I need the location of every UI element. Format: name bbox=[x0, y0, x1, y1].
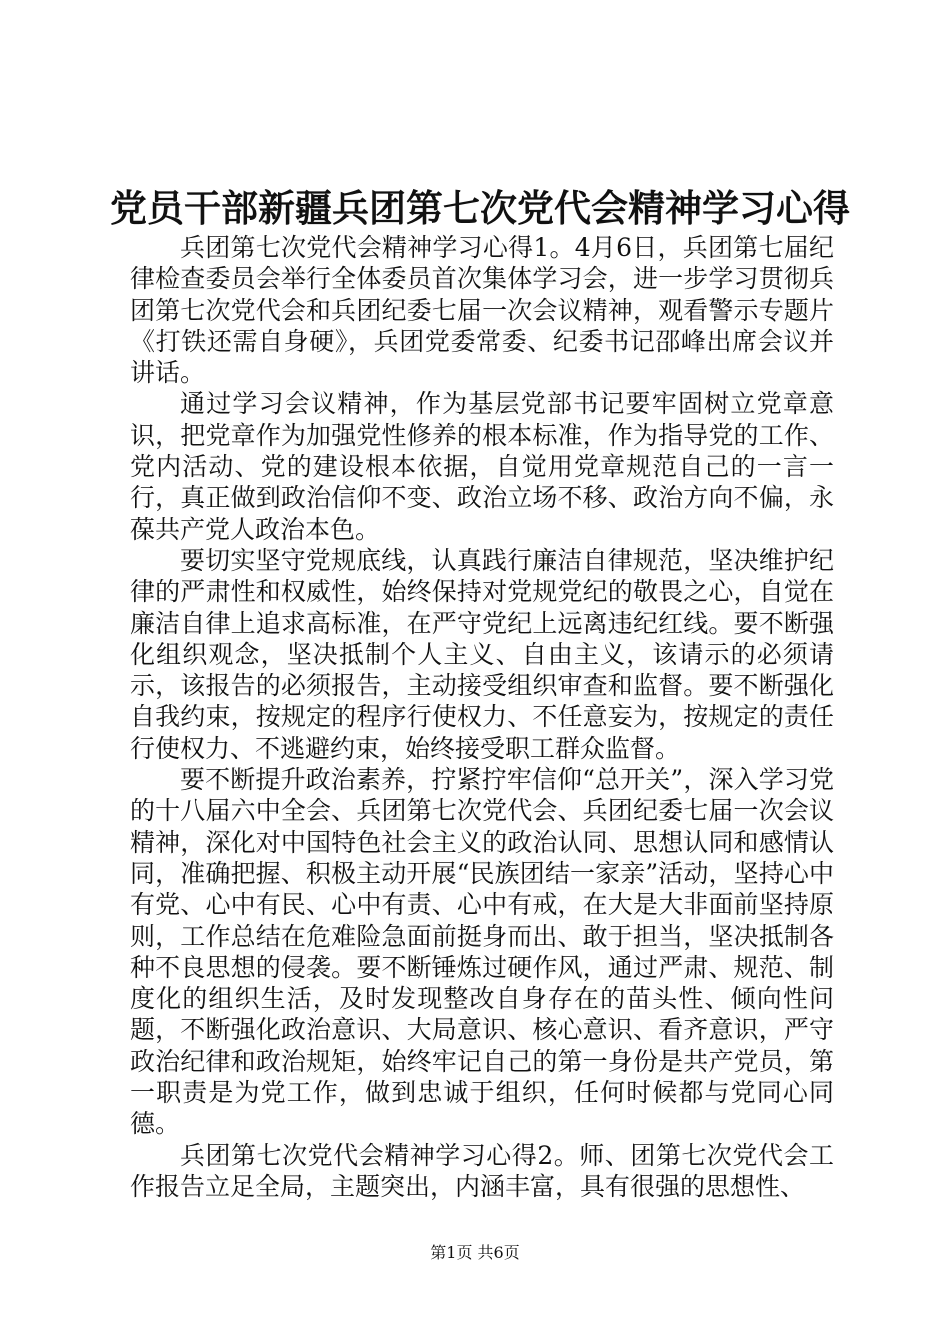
paragraph: 通过学习会议精神，作为基层党部书记要牢固树立党章意识，把党章作为加强党性修养的根本标准，作为指导党的工作、党内活动、党的建设根本依据，自觉用党章规范自己的一言一行，真正做到政治信仰不变、政治立场不移、政治方向不偏，永葆共产党人政治本色。 bbox=[130, 389, 834, 544]
page-number-footer: 第1页 共6页 bbox=[430, 1243, 520, 1262]
paragraph: 要切实坚守党规底线，认真践行廉洁自律规范，坚决维护纪律的严肃性和权威性，始终保持对党规党纪的敬畏之心，自觉在廉洁自律上追求高标准，在严守党纪上远离违纪红线。要不断强化组织观念，坚决抵制个人主义、自由主义，该请示的必须请示，该报告的必须报告，主动接受组织审查和监督。要不断强化自我约束，按规定的程序行使权力、不任意妄为，按规定的责任行使权力、不逃避约束，始终接受职工群众监督。 bbox=[130, 545, 834, 763]
document-body bbox=[130, 232, 834, 1202]
paragraph: 要不断提升政治素养，拧紧拧牢信仰“总开关”，深入学习党的十八届六中全会、兵团第七次党代会、兵团纪委七届一次会议精神，深化对中国特色社会主义的政治认同、思想认同和感情认同，准确把握、积极主动开展“民族团结一家亲”活动，坚持心中有党、心中有民、心中有责、心中有戒，在大是大非面前坚持原则，工作总结在危难险急面前挺身而出、敢于担当，坚决抵制各种不良思想的侵袭。要不断锤炼过硬作风，通过严肃、规范、制度化的组织生活，及时发现整改自身存在的苗头性、倾向性问题，不断强化政治意识、大局意识、核心意识、看齐意识，严守政治纪律和政治规矩，始终牢记自己的第一身份是共产党员，第一职责是为党工作，做到忠诚于组织，任何时候都与党同心同德。 bbox=[130, 765, 834, 1139]
document-title: 党员干部新疆兵团第七次党代会精神学习心得 bbox=[110, 187, 850, 230]
paragraph: 兵团第七次党代会精神学习心得2。师、团第七次党代会工作报告立足全局，主题突出，内涵丰富，具有很强的思想性、 bbox=[130, 1140, 834, 1201]
paragraph: 兵团第七次党代会精神学习心得1。4月6日，兵团第七届纪律检查委员会举行全体委员首次集体学习会，进一步学习贯彻兵团第七次党代会和兵团纪委七届一次会议精神，观看警示专题片《打铁还需自身硬》，兵团党委常委、纪委书记邵峰出席会议并讲话。 bbox=[130, 233, 834, 388]
